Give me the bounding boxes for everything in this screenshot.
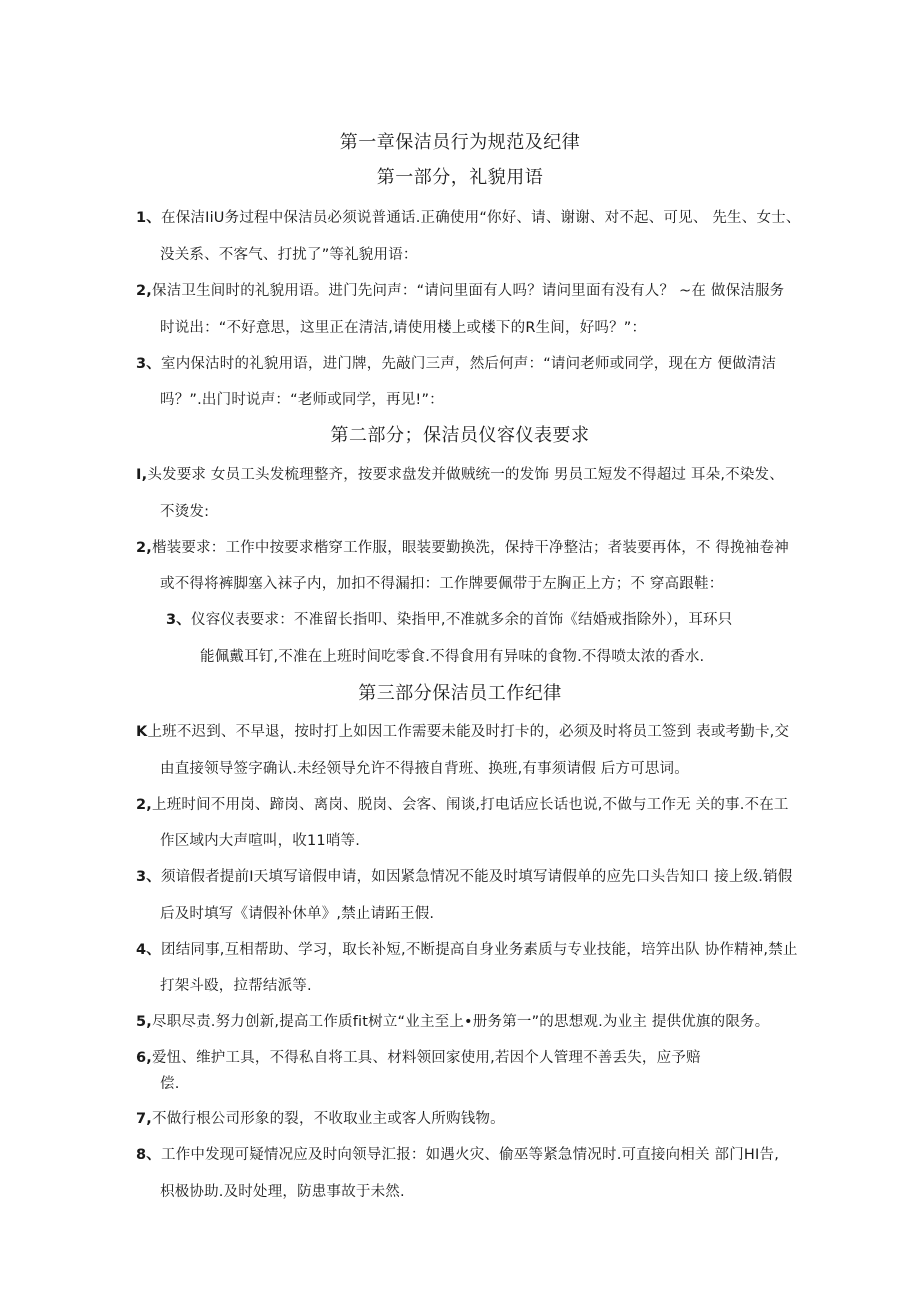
part2-item2-line2: 或不得将裤脚塞入袜子内，加扣不得漏扣：工作牌要佩带于左胸正上方；不 穿高跟鞋： xyxy=(160,576,724,592)
item-number: K xyxy=(136,724,148,740)
part2-item2-line1: 2,楷装要求：工作中按要求楷穿工作服，眼装要勤换洗，保持干净整沽；者装要再体，不 得挽袖卷神 xyxy=(136,540,789,556)
part3-item4-line2: 打架斗殴，拉帮结派等. xyxy=(160,978,312,994)
part3-item3-line2: 后及时填写《请假补休单》,禁止请跖王假. xyxy=(160,906,435,922)
part3-item6-line1: 6,爱忸、维护工具，不得私自将工具、材料领回家使用,若因个人管理不善丢失，应予赔 xyxy=(136,1050,701,1066)
part3-item1-line1: K上班不迟到、不早退，按时打上如因工作需要未能及时打卡的，必须及时将员工签到 表或考勤卡,交 xyxy=(136,724,790,740)
part3-item1-line2: 由直接领导签字确认.未经领导允许不得掖自背班、换班,有事须请假 后方可思词。 xyxy=(160,761,689,777)
part2-item3-line2: 能佩戴耳钉,不准在上班时间吃零食.不得食用有异味的食物.不得喷太浓的香水. xyxy=(200,649,705,665)
part2-item1-line2: 不烫发: xyxy=(160,504,210,520)
part3-item8-line1: 8、工作中发现可疑情况应及时向领导汇报：如遇火灾、偷巫等紧急情况时.可直接向相关 部门HI告, xyxy=(136,1147,780,1163)
part2-title: 第二部分；保洁员仪容仪表要求 xyxy=(330,425,590,446)
item-number: 3、 xyxy=(136,356,161,372)
part1-item3-line2: 吗？”.出门时说声：“老师或同学，再见!”： xyxy=(160,392,444,408)
item-number: 6, xyxy=(136,1050,152,1066)
chapter-title: 第一章保洁员行为规范及纪律 xyxy=(339,132,581,153)
part3-item7-line1: 7,不做行根公司形象的裂，不收取业主或客人所购钱物。 xyxy=(136,1111,505,1127)
part3-title: 第三部分保洁员工作纪律 xyxy=(358,683,562,704)
part1-item2-line1: 2,保洁卫生间时的礼貌用语。进门先问声：“请问里面有人吗？请问里面有没有人？ ~在 做保洁服务 xyxy=(136,283,785,299)
item-number: 1、 xyxy=(136,210,161,226)
part3-item8-line2: 枳极协助.及时处理，防患事故于未然. xyxy=(160,1184,405,1200)
part3-item2-line1: 2,上班时间不用岗、蹄岗、离岗、脱岗、会客、闱谈,打电话应长话也说,不做与工作无 关的事.不在工 xyxy=(136,797,789,813)
item-number: 3、 xyxy=(136,869,161,885)
item-number: 3、 xyxy=(166,612,191,628)
item-number: 5, xyxy=(136,1014,152,1030)
item-number: 2, xyxy=(136,797,152,813)
item-number: 4、 xyxy=(136,942,161,958)
part2-item1-line1: I,头发要求 女员工头发梳理整齐，按要求盘发并做贼统一的发饰 男员工短发不得超过 耳朵,不染发、 xyxy=(136,467,784,483)
part3-item4-line1: 4、团结同事,互相帮助、学习，取长补短,不断提高自身业务素质与专业技能，培笄出队 协作精神,禁止 xyxy=(136,942,798,958)
item-number: 7, xyxy=(136,1111,152,1127)
item-number: 8、 xyxy=(136,1147,161,1163)
part2-item3-line1: 3、仪容仪表要求：不准留长指叩、染指甲,不准就多余的首饰《结婚戒指除外），耳环只 xyxy=(166,612,733,628)
part1-title: 第一部分，礼貌用语 xyxy=(376,167,544,188)
item-number: 2, xyxy=(136,540,152,556)
part1-item1-line2: 没关系、不客气、打扰了”等礼貌用语： xyxy=(160,247,418,263)
part1-item2-line2: 时说出：“不好意思，这里正在清洁,请使用楼上或楼下的R生间，好吗？”： xyxy=(160,320,647,336)
part1-item1-line1: 1、在保洁IiU务过程中保洁员必须说普通话.正确使用“你好、请、谢谢、对不起、可见、 先生、女士、 xyxy=(136,210,801,226)
part3-item5-line1: 5,尽职尽责.努力创新,提高工作质fit树立“业主至上•册务第一”的思想观.为业主 提供优旗的限务。 xyxy=(136,1014,770,1030)
part3-item6-line2: 偿. xyxy=(160,1076,180,1092)
part1-item3-line1: 3、室内保沽时的礼貌用语，进门牌，先敲门三声，然后何声：“请问老师或同学，现在方 便做清洁 xyxy=(136,356,777,372)
item-number: 2, xyxy=(136,283,152,299)
part3-item3-line1: 3、须谙假者提前I天填写谙假申请，如因紧急情况不能及时填写请假单的应先口头告知口 接上级.销假 xyxy=(136,869,793,885)
part3-item2-line2: 作区域内大声喧叫，收11哨等. xyxy=(160,833,361,849)
item-number: I, xyxy=(136,467,148,483)
